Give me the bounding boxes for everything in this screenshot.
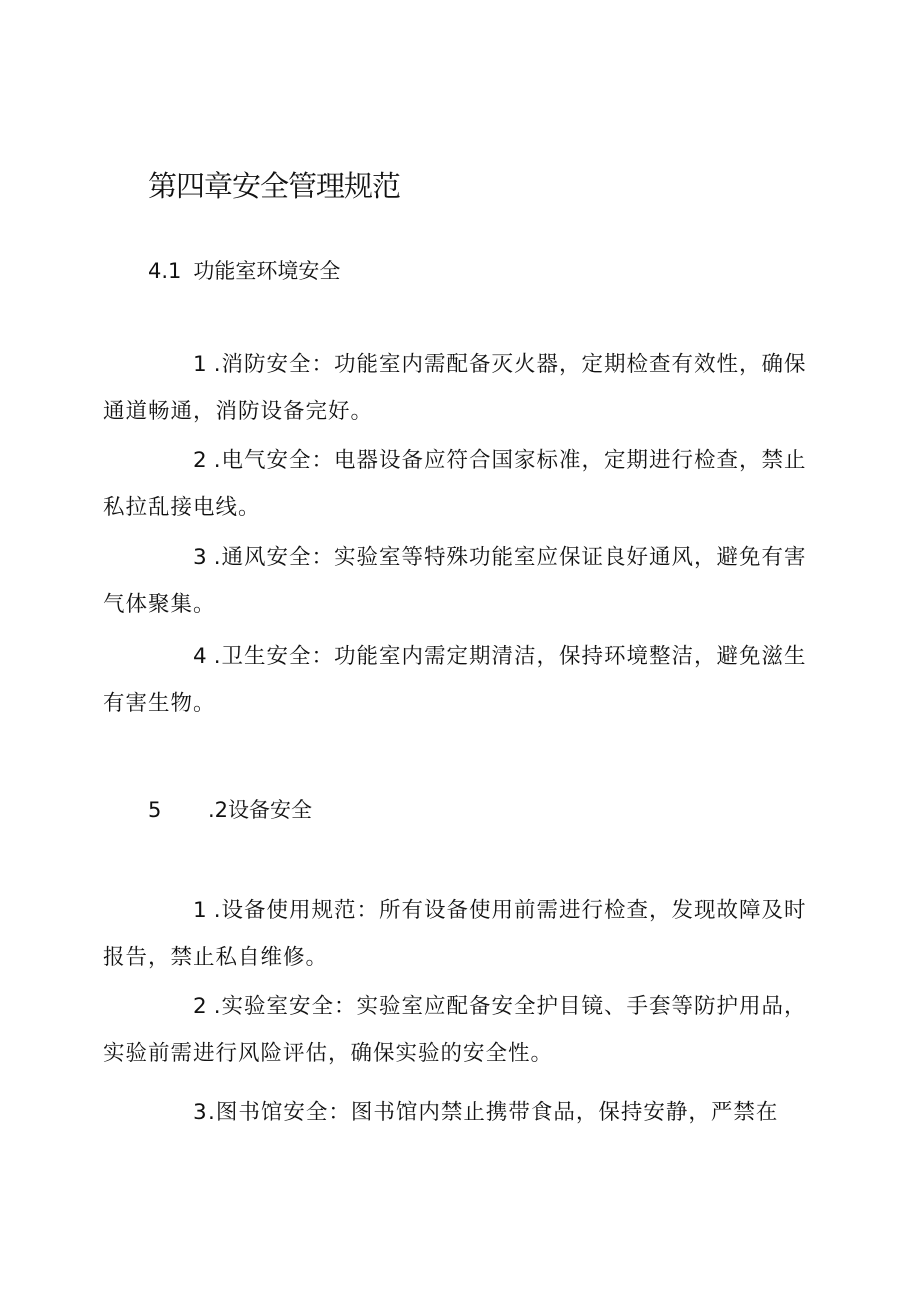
item-text: .卫生安全：功能室内需定期清洁，保持环境整洁，避免滋生有害生物。 xyxy=(103,644,807,716)
list-item-electrical-safety xyxy=(103,437,818,531)
item-text: .图书馆安全：图书馆内禁止携带食品，保持安静，严禁在 xyxy=(208,1100,779,1125)
item-text: .通风安全：实验室等特殊功能室应保证良好通风，避免有害气体聚集。 xyxy=(103,545,807,617)
list-item-ventilation-safety xyxy=(103,534,818,628)
item-number: 1 xyxy=(193,898,208,923)
list-item-library-safety xyxy=(103,1089,818,1136)
item-number: 2 xyxy=(193,994,208,1019)
item-text: .设备使用规范：所有设备使用前需进行检查，发现故障及时报告，禁止私自维修。 xyxy=(103,898,807,970)
section-title: 功能室环境安全 xyxy=(193,259,341,283)
section-heading-5-2 xyxy=(148,795,312,825)
section-number: 4.1 xyxy=(148,259,182,283)
item-number: 1 xyxy=(193,352,208,377)
section-heading-4-1 xyxy=(148,256,340,286)
list-item-hygiene-safety xyxy=(103,633,818,727)
list-item-lab-safety xyxy=(103,983,818,1077)
list-item-equipment-usage xyxy=(103,887,818,981)
list-item-fire-safety xyxy=(103,341,818,435)
item-number: 3 xyxy=(193,545,208,570)
item-number: 2 xyxy=(193,448,208,473)
section-title: .2设备安全 xyxy=(208,798,313,822)
chapter-title: 第四章安全管理规范 xyxy=(148,169,401,203)
item-number: 4 xyxy=(193,644,208,669)
section-number: 5 xyxy=(148,798,162,822)
item-text: .电气安全：电器设备应符合国家标准，定期进行检查，禁止私拉乱接电线。 xyxy=(103,448,807,520)
item-text: .消防安全：功能室内需配备灭火器，定期检查有效性，确保通道畅通，消防设备完好。 xyxy=(103,352,807,424)
item-number: 3 xyxy=(193,1100,208,1125)
item-text: .实验室安全：实验室应配备安全护目镜、手套等防护用品，实验前需进行风险评估，确保实验的安全性。 xyxy=(103,994,807,1066)
